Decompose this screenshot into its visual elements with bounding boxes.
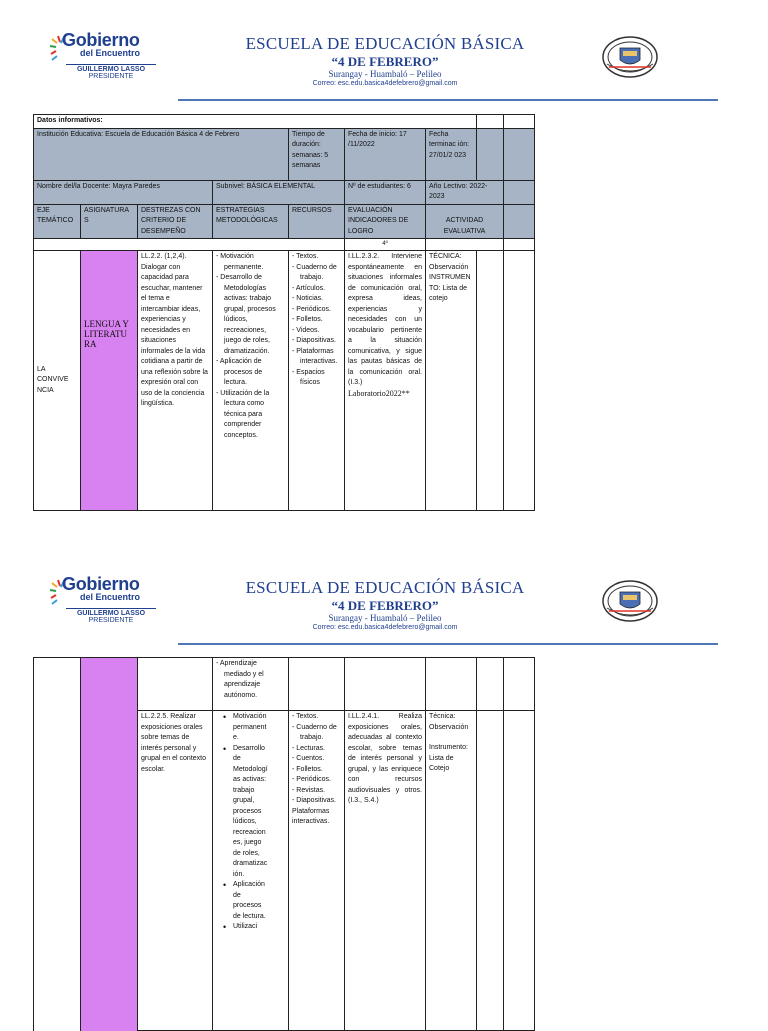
school-subtitle: “4 DE FEBRERO” (331, 598, 439, 613)
list-item: - Folletos. (292, 765, 341, 776)
tiempo-cell: Tiempo de duración: semanas: 5 semanas (289, 128, 345, 180)
gobierno-logo-text (62, 32, 152, 58)
empty-cell (477, 251, 504, 511)
planning-table-2 (33, 657, 535, 1031)
empty-cell (504, 128, 535, 180)
actividad-cell (426, 711, 477, 1031)
empty-cell (138, 658, 213, 711)
logo-title: Gobierno (62, 30, 140, 50)
header-divider (178, 99, 718, 101)
logo-subtitle: del Encuentro (80, 48, 141, 58)
list-item: - Cuentos. (292, 754, 341, 765)
list-item: - Plataformas interactivas. (292, 347, 341, 368)
empty-cell (477, 658, 504, 711)
header-eje: EJE TEMÁTICO (34, 204, 81, 239)
list-item: - Diapositivas. (292, 336, 341, 347)
list-item: - Motivación permanente. (216, 252, 285, 273)
estrategias-list (221, 712, 268, 933)
empty-cell (426, 239, 504, 251)
empty-cell (477, 711, 504, 1031)
list-item: • Desarrollo de Metodologías activas: trabajo grupal, procesos lúdicos, recreaciones, juego de roles, dramatización. (223, 744, 268, 881)
logo-name-block (66, 64, 156, 80)
list-item: • Aplicación de procesos de lectura. (223, 880, 268, 922)
header-asignatura: ASIGNATURA S (81, 204, 138, 239)
header-estrategias: ESTRATEGIAS METODOLÓGICAS (213, 204, 289, 239)
empty-cell (504, 180, 535, 204)
recursos-cell (289, 711, 345, 1031)
empty-cell (289, 658, 345, 711)
logo-role: PRESIDENTE (88, 617, 134, 624)
empty-cell (504, 239, 535, 251)
empty-cell (504, 115, 535, 129)
school-address: Surangay - Huambaló – Pelileo (328, 69, 442, 79)
list-item: - Folletos. (292, 315, 341, 326)
school-crest-icon (601, 578, 659, 624)
logo-name: GUILLERMO LASSO (76, 66, 146, 73)
list-item: • Motivación permanente. (223, 712, 268, 744)
header-evaluacion: EVALUACIÓN INDICADORES DE LOGRO (345, 204, 426, 239)
list-item: - Aplicación de procesos de lectura. (216, 357, 285, 389)
list-item: - Artículos. (292, 284, 341, 295)
actividad-instrumento: Instrumento: Lista de Cotejo (429, 744, 468, 772)
fecha-inicio-cell: Fecha de inicio: 17 /11/2022 (345, 128, 426, 180)
ano-lectivo-cell: Año Lectivo: 2022-2023 (426, 180, 504, 204)
datos-informativos-label: Datos informativos: (34, 115, 477, 129)
list-item: - Cuaderno de trabajo. (292, 263, 341, 284)
subnivel-cell: Subnivel: BÁSICA ELEMENTAL (213, 180, 345, 204)
list-item: - Textos. (292, 712, 341, 723)
list-item: - Periódicos. (292, 305, 341, 316)
empty-cell (34, 239, 345, 251)
list-item: - Textos. (292, 252, 341, 263)
indicador-cell: I.LL.2.4.1. Realiza exposiciones orales, adecuadas al contexto escolar, sobre temas de interés personal y grupal, y las enriquece con recursos audiovisuales y otros. (I.3., S.4.) (345, 711, 426, 1031)
destreza-cell: LL.2.2. (1,2,4). Dialogar con capacidad para escuchar, mantener el tema e intercambiar ideas, experiencias y necesidades en situaciones informales de la vida cotidiana a partir de una reflexión sobre la expresión oral con uso de la conciencia lingüística. (138, 251, 213, 511)
list-item: - Aprendizaje mediado y el aprendizaje autónomo. (216, 659, 285, 701)
estrategias-cell (213, 251, 289, 511)
gobierno-logo-text (62, 576, 152, 602)
school-title: ESCUELA DE EDUCACIÓN BÁSICA (245, 578, 525, 597)
empty-cell (345, 658, 426, 711)
empty-cell (504, 658, 535, 711)
estrategias-cont-cell (213, 658, 289, 711)
indicador-extra: Laboratorio2022** (348, 388, 410, 398)
logo-title: Gobierno (62, 574, 140, 594)
list-item: - Revistas. (292, 786, 341, 797)
recursos-list (292, 252, 341, 389)
list-item: - Desarrollo de Metodologías activas: trabajo grupal, procesos lúdicos, recreaciones, juego de roles, dramatización. (216, 273, 285, 357)
estrategias-list (216, 252, 285, 441)
asignatura-cell: LENGUA Y LITERATU RA (81, 251, 138, 511)
list-item: - Diapositivas. (292, 796, 341, 807)
asignatura-cell (81, 658, 138, 1031)
page-header-2 (0, 544, 768, 644)
grade-num-cell: 4º (345, 239, 426, 251)
institucion-cell: Institución Educativa: Escuela de Educación Básica 4 de Febrero (34, 128, 289, 180)
empty-cell (504, 251, 535, 511)
school-email: Correo: esc.edu.basica4defebrero@gmail.com (312, 624, 458, 631)
logo-name: GUILLERMO LASSO (76, 610, 146, 617)
list-item: - Cuaderno de trabajo. (292, 723, 341, 744)
actividad-cell: TÉCNICA: Observación INSTRUMENTO: Lista de cotejo (426, 251, 477, 511)
gobierno-logo (48, 576, 152, 622)
school-title: ESCUELA DE EDUCACIÓN BÁSICA (245, 34, 525, 53)
estrategias-cell (213, 711, 289, 1031)
header-recursos: RECURSOS (289, 204, 345, 239)
empty-cell (477, 115, 504, 129)
logo-role: PRESIDENTE (88, 73, 134, 80)
list-item: - Utilización de la lectura como técnica para comprender conceptos. (216, 389, 285, 442)
indicador-cell (345, 251, 426, 511)
page-header-1 (0, 0, 768, 100)
school-address: Surangay - Huambaló – Pelileo (328, 613, 442, 623)
logo-name-block (66, 608, 156, 624)
school-email: Correo: esc.edu.basica4defebrero@gmail.com (312, 80, 458, 87)
estudiantes-cell: Nº de estudiantes: 6 (345, 180, 426, 204)
empty-cell (34, 658, 81, 1031)
empty-cell (426, 658, 477, 711)
list-item: • Utilizaci (223, 922, 268, 933)
school-crest-icon (601, 34, 659, 80)
empty-cell (504, 711, 535, 1031)
fecha-terminacion-cell: Fecha terminac ión: 27/01/2 023 (426, 128, 477, 180)
empty-cell (504, 204, 535, 239)
recursos-list (292, 712, 341, 807)
indicador-text: I.LL.2.3.2. Interviene espontáneamente en situaciones informales de comunicación oral, expresa ideas, experiencias y necesidades con un vocabulario pertinente a la situación comunicativa, y sigue las pautas básicas de la comunicación oral. (I.3.) (348, 253, 422, 386)
header-divider (178, 643, 718, 645)
header-actividad: ACTIVIDAD EVALUATIVA (426, 204, 504, 239)
empty-cell (477, 128, 504, 180)
list-item: - Videos. (292, 326, 341, 337)
header-destrezas: DESTREZAS CON CRITERIO DE DESEMPEÑO (138, 204, 213, 239)
list-item: - Noticias. (292, 294, 341, 305)
list-item: - Espacios físicos (292, 368, 341, 389)
list-item: - Lecturas. (292, 744, 341, 755)
eje-tematico-cell: LA CONVIVE NCIA (34, 251, 81, 511)
destreza-cell: LL.2.2.5. Realizar exposiciones orales sobre temas de interés personal y grupal en el contexto escolar. (138, 711, 213, 1031)
list-item: - Periódicos. (292, 775, 341, 786)
recursos-extra: Plataformas interactivas. (292, 807, 330, 825)
planning-table-1 (33, 114, 535, 511)
gobierno-logo (48, 32, 152, 78)
docente-cell: Nombre del/la Docente: Mayra Paredes (34, 180, 213, 204)
recursos-cell (289, 251, 345, 511)
estrategias-cont-list (216, 659, 285, 701)
logo-subtitle: del Encuentro (80, 592, 141, 602)
actividad-tecnica: Técnica: Observación (429, 713, 469, 731)
school-subtitle: “4 DE FEBRERO” (331, 54, 439, 69)
